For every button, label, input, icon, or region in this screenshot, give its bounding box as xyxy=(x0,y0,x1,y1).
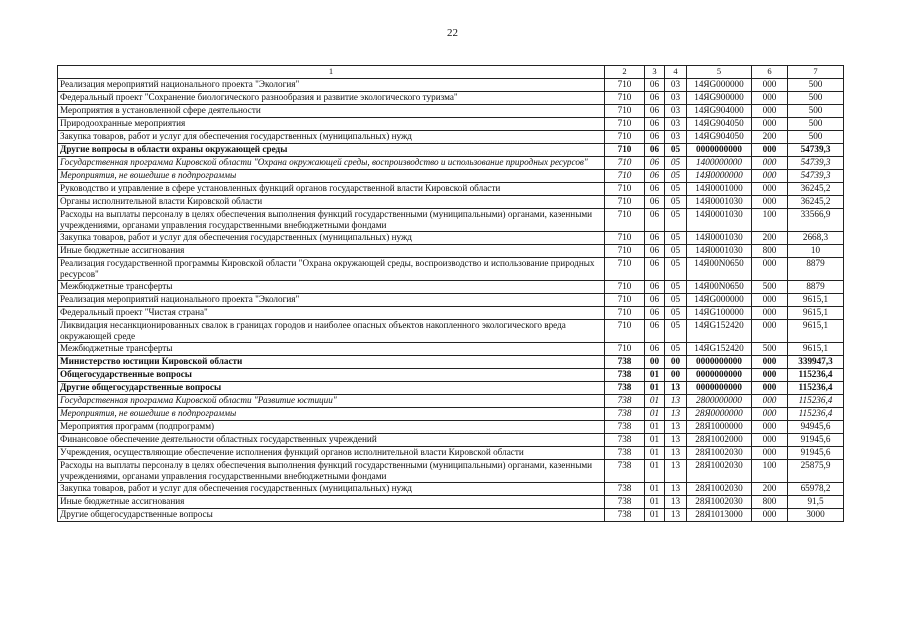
row-amount-cell: 10 xyxy=(788,245,844,258)
row-target-code-cell: 28Я1002030 xyxy=(687,460,752,483)
row-admin-code-cell: 710 xyxy=(605,294,645,307)
row-name-cell: Руководство и управление в сфере установленных функций органов государственной власти Кировской области xyxy=(58,183,605,196)
row-expense-type-cell: 800 xyxy=(752,245,788,258)
row-target-code-cell: 28Я1000000 xyxy=(687,421,752,434)
row-admin-code-cell: 710 xyxy=(605,232,645,245)
row-subsection-cell: 05 xyxy=(665,307,687,320)
row-amount-cell: 9615,1 xyxy=(788,307,844,320)
table-row xyxy=(58,509,844,522)
row-expense-type-cell: 200 xyxy=(752,483,788,496)
row-target-code-cell: 0000000000 xyxy=(687,369,752,382)
table-row xyxy=(58,196,844,209)
row-subsection-cell: 00 xyxy=(665,356,687,369)
table-row xyxy=(58,408,844,421)
row-subsection-cell: 05 xyxy=(665,183,687,196)
row-section-cell: 01 xyxy=(645,483,665,496)
row-expense-type-cell: 000 xyxy=(752,408,788,421)
row-subsection-cell: 05 xyxy=(665,170,687,183)
row-expense-type-cell: 000 xyxy=(752,92,788,105)
row-admin-code-cell: 738 xyxy=(605,460,645,483)
row-section-cell: 06 xyxy=(645,92,665,105)
row-target-code-cell: 14ЯG000000 xyxy=(687,79,752,92)
row-name-cell: Мероприятия, не вошедшие в подпрограммы xyxy=(58,170,605,183)
row-section-cell: 01 xyxy=(645,421,665,434)
row-admin-code-cell: 710 xyxy=(605,170,645,183)
row-subsection-cell: 05 xyxy=(665,157,687,170)
row-amount-cell: 3000 xyxy=(788,509,844,522)
row-admin-code-cell: 710 xyxy=(605,343,645,356)
row-section-cell: 06 xyxy=(645,258,665,281)
page-number: 22 xyxy=(447,27,458,39)
row-amount-cell: 54739,3 xyxy=(788,144,844,157)
table-row xyxy=(58,369,844,382)
row-name-cell: Другие общегосударственные вопросы xyxy=(58,382,605,395)
row-admin-code-cell: 710 xyxy=(605,281,645,294)
row-subsection-cell: 03 xyxy=(665,131,687,144)
row-name-cell: Расходы на выплаты персоналу в целях обеспечения выполнения функций государственными (муниципальными) органами, казенными учреждениями, органами управления государственными внебюджетными фондами xyxy=(58,460,605,483)
row-target-code-cell: 0000000000 xyxy=(687,382,752,395)
row-admin-code-cell: 738 xyxy=(605,509,645,522)
row-admin-code-cell: 710 xyxy=(605,79,645,92)
row-target-code-cell: 28Я1002030 xyxy=(687,447,752,460)
row-name-cell: Природоохранные мероприятия xyxy=(58,118,605,131)
row-expense-type-cell: 000 xyxy=(752,294,788,307)
row-admin-code-cell: 710 xyxy=(605,105,645,118)
row-section-cell: 01 xyxy=(645,382,665,395)
row-section-cell: 06 xyxy=(645,209,665,232)
row-amount-cell: 65978,2 xyxy=(788,483,844,496)
row-expense-type-cell: 000 xyxy=(752,509,788,522)
row-name-cell: Государственная программа Кировской области "Охрана окружающей среды, воспроизводство и использование природных ресурсов" xyxy=(58,157,605,170)
row-admin-code-cell: 738 xyxy=(605,483,645,496)
table-row xyxy=(58,356,844,369)
row-name-cell: Общегосударственные вопросы xyxy=(58,369,605,382)
table-row xyxy=(58,118,844,131)
row-amount-cell: 115236,4 xyxy=(788,395,844,408)
row-target-code-cell: 14Я0001030 xyxy=(687,196,752,209)
row-section-cell: 01 xyxy=(645,496,665,509)
table-row xyxy=(58,157,844,170)
row-expense-type-cell: 000 xyxy=(752,105,788,118)
row-target-code-cell: 14Я00N0650 xyxy=(687,258,752,281)
row-name-cell: Реализация государственной программы Кировской области "Охрана окружающей среды, воспроизводство и использование природных ресурсов" xyxy=(58,258,605,281)
row-admin-code-cell: 710 xyxy=(605,157,645,170)
row-amount-cell: 500 xyxy=(788,105,844,118)
row-expense-type-cell: 000 xyxy=(752,157,788,170)
row-target-code-cell: 14Я0001030 xyxy=(687,245,752,258)
row-subsection-cell: 05 xyxy=(665,196,687,209)
row-expense-type-cell: 000 xyxy=(752,447,788,460)
row-section-cell: 01 xyxy=(645,447,665,460)
row-subsection-cell: 03 xyxy=(665,105,687,118)
row-name-cell: Межбюджетные трансферты xyxy=(58,343,605,356)
row-amount-cell: 500 xyxy=(788,92,844,105)
row-section-cell: 06 xyxy=(645,320,665,343)
row-admin-code-cell: 738 xyxy=(605,421,645,434)
table-row xyxy=(58,434,844,447)
row-amount-cell: 36245,2 xyxy=(788,196,844,209)
row-name-cell: Федеральный проект "Чистая страна" xyxy=(58,307,605,320)
row-admin-code-cell: 710 xyxy=(605,118,645,131)
row-name-cell: Учреждения, осуществляющие обеспечение исполнения функций органов исполнительной власти Кировской области xyxy=(58,447,605,460)
row-target-code-cell: 0000000000 xyxy=(687,356,752,369)
row-expense-type-cell: 200 xyxy=(752,232,788,245)
row-name-cell: Другие вопросы в области охраны окружающей среды xyxy=(58,144,605,157)
row-expense-type-cell: 500 xyxy=(752,343,788,356)
row-expense-type-cell: 000 xyxy=(752,356,788,369)
row-target-code-cell: 14ЯG152420 xyxy=(687,343,752,356)
row-amount-cell: 33566,9 xyxy=(788,209,844,232)
row-expense-type-cell: 000 xyxy=(752,395,788,408)
row-name-cell: Мероприятия программ (подпрограмм) xyxy=(58,421,605,434)
row-admin-code-cell: 738 xyxy=(605,434,645,447)
row-section-cell: 06 xyxy=(645,307,665,320)
row-target-code-cell: 14ЯG152420 xyxy=(687,320,752,343)
row-subsection-cell: 05 xyxy=(665,281,687,294)
row-section-cell: 01 xyxy=(645,460,665,483)
row-amount-cell: 54739,3 xyxy=(788,170,844,183)
row-section-cell: 01 xyxy=(645,395,665,408)
row-name-cell: Другие общегосударственные вопросы xyxy=(58,509,605,522)
row-section-cell: 06 xyxy=(645,232,665,245)
column-header: 2 xyxy=(605,66,645,79)
row-expense-type-cell: 000 xyxy=(752,258,788,281)
row-subsection-cell: 05 xyxy=(665,232,687,245)
row-admin-code-cell: 710 xyxy=(605,209,645,232)
row-amount-cell: 8879 xyxy=(788,281,844,294)
row-subsection-cell: 03 xyxy=(665,92,687,105)
row-expense-type-cell: 000 xyxy=(752,183,788,196)
row-section-cell: 06 xyxy=(645,196,665,209)
row-target-code-cell: 14Я0001000 xyxy=(687,183,752,196)
row-subsection-cell: 03 xyxy=(665,79,687,92)
row-subsection-cell: 05 xyxy=(665,294,687,307)
row-admin-code-cell: 710 xyxy=(605,307,645,320)
row-section-cell: 06 xyxy=(645,245,665,258)
table-row xyxy=(58,131,844,144)
row-admin-code-cell: 738 xyxy=(605,395,645,408)
row-target-code-cell: 14Я0000000 xyxy=(687,170,752,183)
row-section-cell: 06 xyxy=(645,294,665,307)
row-expense-type-cell: 100 xyxy=(752,209,788,232)
table-row xyxy=(58,245,844,258)
row-admin-code-cell: 738 xyxy=(605,447,645,460)
row-name-cell: Закупка товаров, работ и услуг для обеспечения государственных (муниципальных) нужд xyxy=(58,483,605,496)
row-name-cell: Иные бюджетные ассигнования xyxy=(58,245,605,258)
row-amount-cell: 9615,1 xyxy=(788,343,844,356)
row-target-code-cell: 14ЯG000000 xyxy=(687,294,752,307)
row-target-code-cell: 28Я1002030 xyxy=(687,496,752,509)
row-target-code-cell: 28Я0000000 xyxy=(687,408,752,421)
table-row xyxy=(58,294,844,307)
row-amount-cell: 9615,1 xyxy=(788,320,844,343)
table-row xyxy=(58,496,844,509)
row-name-cell: Реализация мероприятий национального проекта "Экология" xyxy=(58,294,605,307)
row-name-cell: Реализация мероприятий национального проекта "Экология" xyxy=(58,79,605,92)
row-section-cell: 06 xyxy=(645,343,665,356)
row-admin-code-cell: 710 xyxy=(605,131,645,144)
row-name-cell: Межбюджетные трансферты xyxy=(58,281,605,294)
row-amount-cell: 36245,2 xyxy=(788,183,844,196)
table-row xyxy=(58,105,844,118)
row-subsection-cell: 13 xyxy=(665,509,687,522)
row-target-code-cell: 14Я00N0650 xyxy=(687,281,752,294)
row-section-cell: 01 xyxy=(645,369,665,382)
row-section-cell: 06 xyxy=(645,183,665,196)
row-admin-code-cell: 710 xyxy=(605,92,645,105)
table-row xyxy=(58,343,844,356)
row-expense-type-cell: 000 xyxy=(752,144,788,157)
budget-table-body xyxy=(58,66,844,522)
row-amount-cell: 8879 xyxy=(788,258,844,281)
row-name-cell: Мероприятия в установленной сфере деятельности xyxy=(58,105,605,118)
row-admin-code-cell: 710 xyxy=(605,245,645,258)
column-header: 7 xyxy=(788,66,844,79)
row-subsection-cell: 05 xyxy=(665,320,687,343)
row-section-cell: 01 xyxy=(645,434,665,447)
row-subsection-cell: 03 xyxy=(665,118,687,131)
row-amount-cell: 94945,6 xyxy=(788,421,844,434)
row-expense-type-cell: 200 xyxy=(752,131,788,144)
row-expense-type-cell: 800 xyxy=(752,496,788,509)
row-target-code-cell: 28Я1002000 xyxy=(687,434,752,447)
row-name-cell: Органы исполнительной власти Кировской области xyxy=(58,196,605,209)
row-subsection-cell: 13 xyxy=(665,395,687,408)
row-expense-type-cell: 000 xyxy=(752,434,788,447)
row-admin-code-cell: 710 xyxy=(605,320,645,343)
row-subsection-cell: 13 xyxy=(665,496,687,509)
row-name-cell: Закупка товаров, работ и услуг для обеспечения государственных (муниципальных) нужд xyxy=(58,232,605,245)
row-target-code-cell: 28Я1002030 xyxy=(687,483,752,496)
table-row xyxy=(58,183,844,196)
column-header: 1 xyxy=(58,66,605,79)
table-row xyxy=(58,144,844,157)
row-admin-code-cell: 738 xyxy=(605,408,645,421)
table-row xyxy=(58,232,844,245)
row-section-cell: 06 xyxy=(645,131,665,144)
row-expense-type-cell: 000 xyxy=(752,382,788,395)
row-section-cell: 06 xyxy=(645,157,665,170)
row-subsection-cell: 13 xyxy=(665,408,687,421)
row-expense-type-cell: 100 xyxy=(752,460,788,483)
row-admin-code-cell: 738 xyxy=(605,356,645,369)
table-row xyxy=(58,170,844,183)
row-subsection-cell: 13 xyxy=(665,382,687,395)
table-row xyxy=(58,258,844,281)
row-expense-type-cell: 000 xyxy=(752,307,788,320)
row-expense-type-cell: 000 xyxy=(752,320,788,343)
row-name-cell: Расходы на выплаты персоналу в целях обеспечения выполнения функций государственными (муниципальными) органами, казенными учреждениями, органами управления государственными внебюджетными фондами xyxy=(58,209,605,232)
row-name-cell: Государственная программа Кировской области "Развитие юстиции" xyxy=(58,395,605,408)
row-section-cell: 01 xyxy=(645,408,665,421)
row-expense-type-cell: 000 xyxy=(752,118,788,131)
table-row xyxy=(58,460,844,483)
row-amount-cell: 339947,3 xyxy=(788,356,844,369)
table-row xyxy=(58,281,844,294)
row-name-cell: Финансовое обеспечение деятельности областных государственных учреждений xyxy=(58,434,605,447)
row-target-code-cell: 14ЯG904050 xyxy=(687,118,752,131)
row-amount-cell: 91945,6 xyxy=(788,434,844,447)
row-amount-cell: 500 xyxy=(788,118,844,131)
row-section-cell: 06 xyxy=(645,118,665,131)
row-amount-cell: 2668,3 xyxy=(788,232,844,245)
row-target-code-cell: 14Я0001030 xyxy=(687,232,752,245)
row-expense-type-cell: 000 xyxy=(752,369,788,382)
table-row xyxy=(58,209,844,232)
row-subsection-cell: 05 xyxy=(665,245,687,258)
row-target-code-cell: 14ЯG100000 xyxy=(687,307,752,320)
row-name-cell: Федеральный проект "Сохранение биологического разнообразия и развитие экологического туризма" xyxy=(58,92,605,105)
row-expense-type-cell: 500 xyxy=(752,281,788,294)
row-subsection-cell: 13 xyxy=(665,447,687,460)
row-name-cell: Министерство юстиции Кировской области xyxy=(58,356,605,369)
row-section-cell: 01 xyxy=(645,509,665,522)
row-amount-cell: 500 xyxy=(788,131,844,144)
row-amount-cell: 54739,3 xyxy=(788,157,844,170)
row-amount-cell: 115236,4 xyxy=(788,382,844,395)
table-row xyxy=(58,320,844,343)
column-header: 4 xyxy=(665,66,687,79)
budget-table xyxy=(57,65,844,522)
table-row xyxy=(58,382,844,395)
row-subsection-cell: 05 xyxy=(665,258,687,281)
row-subsection-cell: 05 xyxy=(665,343,687,356)
row-admin-code-cell: 710 xyxy=(605,183,645,196)
row-name-cell: Ликвидация несанкционированных свалок в границах городов и наиболее опасных объектов накопленного экологического вреда окружающей среде xyxy=(58,320,605,343)
table-row xyxy=(58,92,844,105)
row-amount-cell: 115236,4 xyxy=(788,408,844,421)
row-name-cell: Закупка товаров, работ и услуг для обеспечения государственных (муниципальных) нужд xyxy=(58,131,605,144)
row-amount-cell: 25875,9 xyxy=(788,460,844,483)
table-row xyxy=(58,483,844,496)
table-row xyxy=(58,447,844,460)
table-row xyxy=(58,307,844,320)
row-amount-cell: 91945,6 xyxy=(788,447,844,460)
row-subsection-cell: 05 xyxy=(665,144,687,157)
table-row xyxy=(58,79,844,92)
table-row xyxy=(58,421,844,434)
row-target-code-cell: 14ЯG904000 xyxy=(687,105,752,118)
row-subsection-cell: 00 xyxy=(665,369,687,382)
row-section-cell: 06 xyxy=(645,79,665,92)
table-row xyxy=(58,395,844,408)
row-amount-cell: 115236,4 xyxy=(788,369,844,382)
row-target-code-cell: 2800000000 xyxy=(687,395,752,408)
row-amount-cell: 9615,1 xyxy=(788,294,844,307)
table-header-row xyxy=(58,66,844,79)
row-subsection-cell: 13 xyxy=(665,460,687,483)
row-admin-code-cell: 710 xyxy=(605,196,645,209)
row-section-cell: 06 xyxy=(645,144,665,157)
row-subsection-cell: 13 xyxy=(665,421,687,434)
row-subsection-cell: 13 xyxy=(665,434,687,447)
row-target-code-cell: 14ЯG900000 xyxy=(687,92,752,105)
column-header: 6 xyxy=(752,66,788,79)
row-amount-cell: 91,5 xyxy=(788,496,844,509)
row-target-code-cell: 28Я1013000 xyxy=(687,509,752,522)
row-section-cell: 06 xyxy=(645,105,665,118)
row-section-cell: 00 xyxy=(645,356,665,369)
row-subsection-cell: 13 xyxy=(665,483,687,496)
row-expense-type-cell: 000 xyxy=(752,79,788,92)
row-target-code-cell: 1400000000 xyxy=(687,157,752,170)
row-subsection-cell: 05 xyxy=(665,209,687,232)
row-target-code-cell: 0000000000 xyxy=(687,144,752,157)
row-admin-code-cell: 710 xyxy=(605,144,645,157)
row-amount-cell: 500 xyxy=(788,79,844,92)
row-expense-type-cell: 000 xyxy=(752,170,788,183)
row-admin-code-cell: 738 xyxy=(605,369,645,382)
row-section-cell: 06 xyxy=(645,170,665,183)
row-name-cell: Иные бюджетные ассигнования xyxy=(58,496,605,509)
row-target-code-cell: 14ЯG904050 xyxy=(687,131,752,144)
row-expense-type-cell: 000 xyxy=(752,421,788,434)
row-expense-type-cell: 000 xyxy=(752,196,788,209)
row-admin-code-cell: 710 xyxy=(605,258,645,281)
row-admin-code-cell: 738 xyxy=(605,382,645,395)
row-section-cell: 06 xyxy=(645,281,665,294)
row-admin-code-cell: 738 xyxy=(605,496,645,509)
row-name-cell: Мероприятия, не вошедшие в подпрограммы xyxy=(58,408,605,421)
column-header: 3 xyxy=(645,66,665,79)
column-header: 5 xyxy=(687,66,752,79)
row-target-code-cell: 14Я0001030 xyxy=(687,209,752,232)
